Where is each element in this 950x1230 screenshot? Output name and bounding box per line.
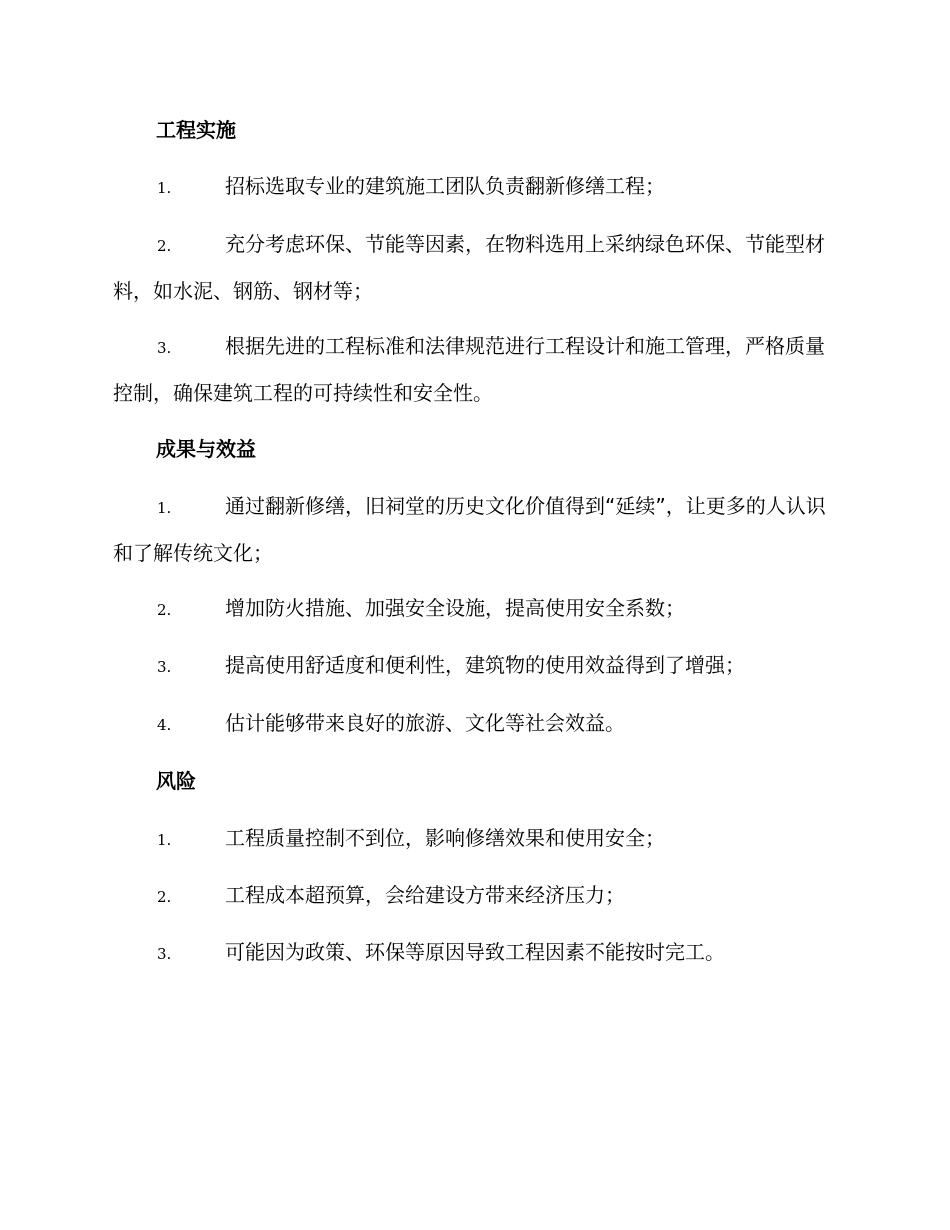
list-number: 1. [157, 831, 172, 849]
list-text: 增加防火措施、加强安全设施，提高使用安全系数； [225, 596, 685, 620]
list-text: 提高使用舒适度和便利性，建筑物的使用效益得到了增强； [225, 653, 745, 677]
list-number: 3. [157, 339, 172, 357]
list-item [113, 873, 833, 920]
list-number: 1. [157, 499, 172, 517]
list-item [113, 930, 833, 977]
list-text: 可能因为政策、环保等原因导致工程因素不能按时完工。 [225, 940, 725, 964]
list-text: 根据先进的工程标准和法律规范进行工程设计和施工管理，严格质量控制，确保建筑工程的可持续性和安全性。 [113, 334, 825, 405]
list-number: 2. [157, 888, 172, 906]
list-item [113, 586, 833, 633]
list-text: 招标选取专业的建筑施工团队负责翻新修缮工程； [225, 174, 665, 198]
list-text: 工程成本超预算，会给建设方带来经济压力； [225, 883, 625, 907]
list-item [113, 164, 833, 211]
list-text: 通过翻新修缮，旧祠堂的历史文化价值得到“延续”，让更多的人认识和了解传统文化； [113, 494, 826, 565]
list-item [113, 484, 833, 576]
list-number: 2. [157, 237, 172, 255]
list-item [113, 816, 833, 863]
section-heading-implementation: 工程实施 [156, 118, 236, 142]
list-item [113, 324, 833, 416]
list-text: 充分考虑环保、节能等因素，在物料选用上采纳绿色环保、节能型材料，如水泥、钢筋、钢材等； [113, 232, 825, 303]
section-heading-results-benefits: 成果与效益 [156, 437, 256, 461]
list-number: 1. [157, 179, 172, 197]
list-number: 4. [157, 716, 172, 734]
list-item [113, 222, 833, 314]
list-number: 3. [157, 945, 172, 963]
section-heading-risks: 风险 [156, 769, 196, 793]
list-text: 估计能够带来良好的旅游、文化等社会效益。 [225, 711, 625, 735]
list-item [113, 643, 833, 690]
list-item [113, 701, 833, 748]
list-number: 2. [157, 601, 172, 619]
list-text: 工程质量控制不到位，影响修缮效果和使用安全； [225, 826, 665, 850]
list-number: 3. [157, 658, 172, 676]
